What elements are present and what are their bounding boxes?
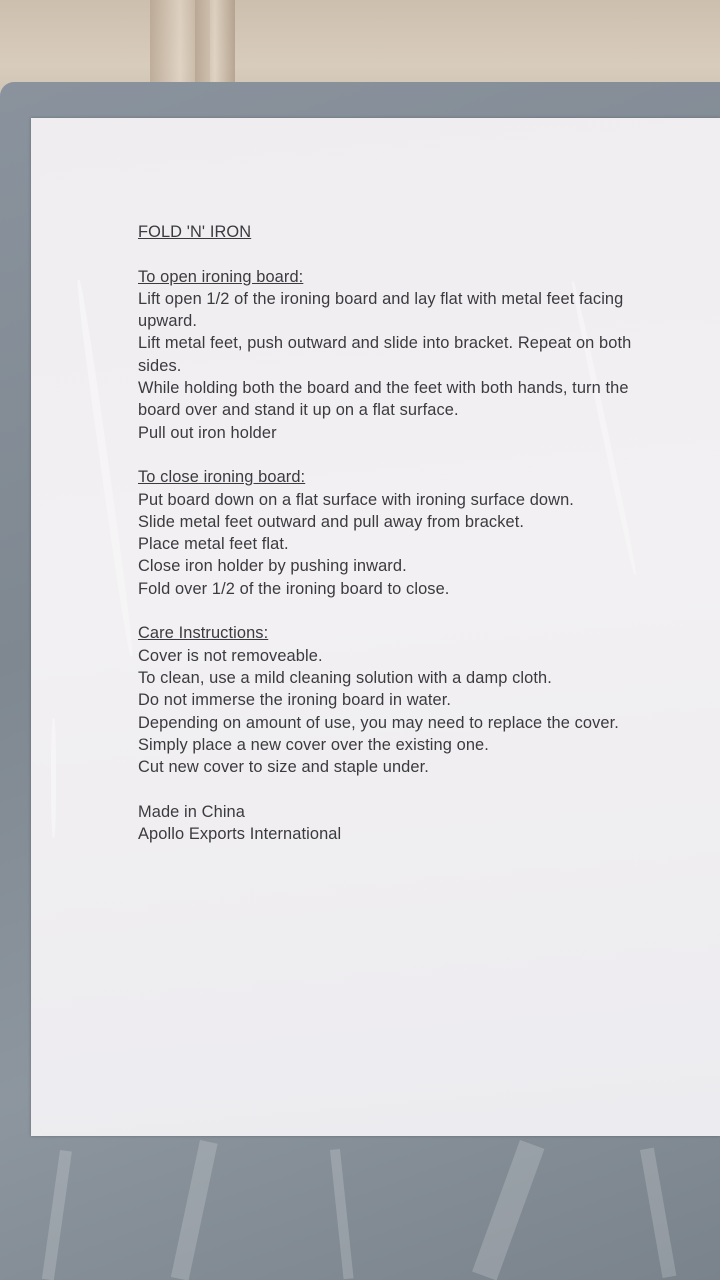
instruction-line: Place metal feet flat. [138,535,289,554]
instruction-line: Lift open 1/2 of the ironing board and lay flat with metal feet facing [138,289,624,308]
section-heading-close: To close ironing board: [138,468,306,487]
instruction-line: Put board down on a flat surface with ironing surface down. [138,490,574,509]
instruction-line: upward. [138,312,198,331]
instruction-line: board over and stand it up on a flat surface. [138,401,459,420]
instruction-line: Do not immerse the ironing board in water. [138,691,452,710]
instruction-line: While holding both the board and the feet with both hands, turn the [138,379,629,398]
instruction-line: sides. [138,356,182,375]
origin-text: Made in China [138,802,245,821]
section-heading-open: To open ironing board: [138,267,304,286]
instruction-line: Depending on amount of use, you may need to replace the cover. [138,713,619,732]
plastic-wrap-gloss [51,718,56,838]
instruction-line: Fold over 1/2 of the ironing board to close. [138,579,450,598]
plastic-wrap-gloss [75,279,136,656]
instruction-line: Pull out iron holder [138,423,277,442]
instruction-line: Lift metal feet, push outward and slide into bracket. Repeat on both [138,334,632,353]
instruction-text [138,221,678,845]
instruction-line: To clean, use a mild cleaning solution with a damp cloth. [138,668,552,687]
instruction-line: Close iron holder by pushing inward. [138,557,407,576]
instruction-line: Simply place a new cover over the existing one. [138,735,489,754]
instruction-line: Cover is not removeable. [138,646,323,665]
company-name: Apollo Exports International [138,825,342,844]
section-heading-care: Care Instructions: [138,624,269,643]
document-title: FOLD 'N' IRON [138,223,252,241]
instruction-line: Cut new cover to size and staple under. [138,758,429,777]
instruction-line: Slide metal feet outward and pull away from bracket. [138,512,525,531]
fabric-fold [195,0,235,90]
